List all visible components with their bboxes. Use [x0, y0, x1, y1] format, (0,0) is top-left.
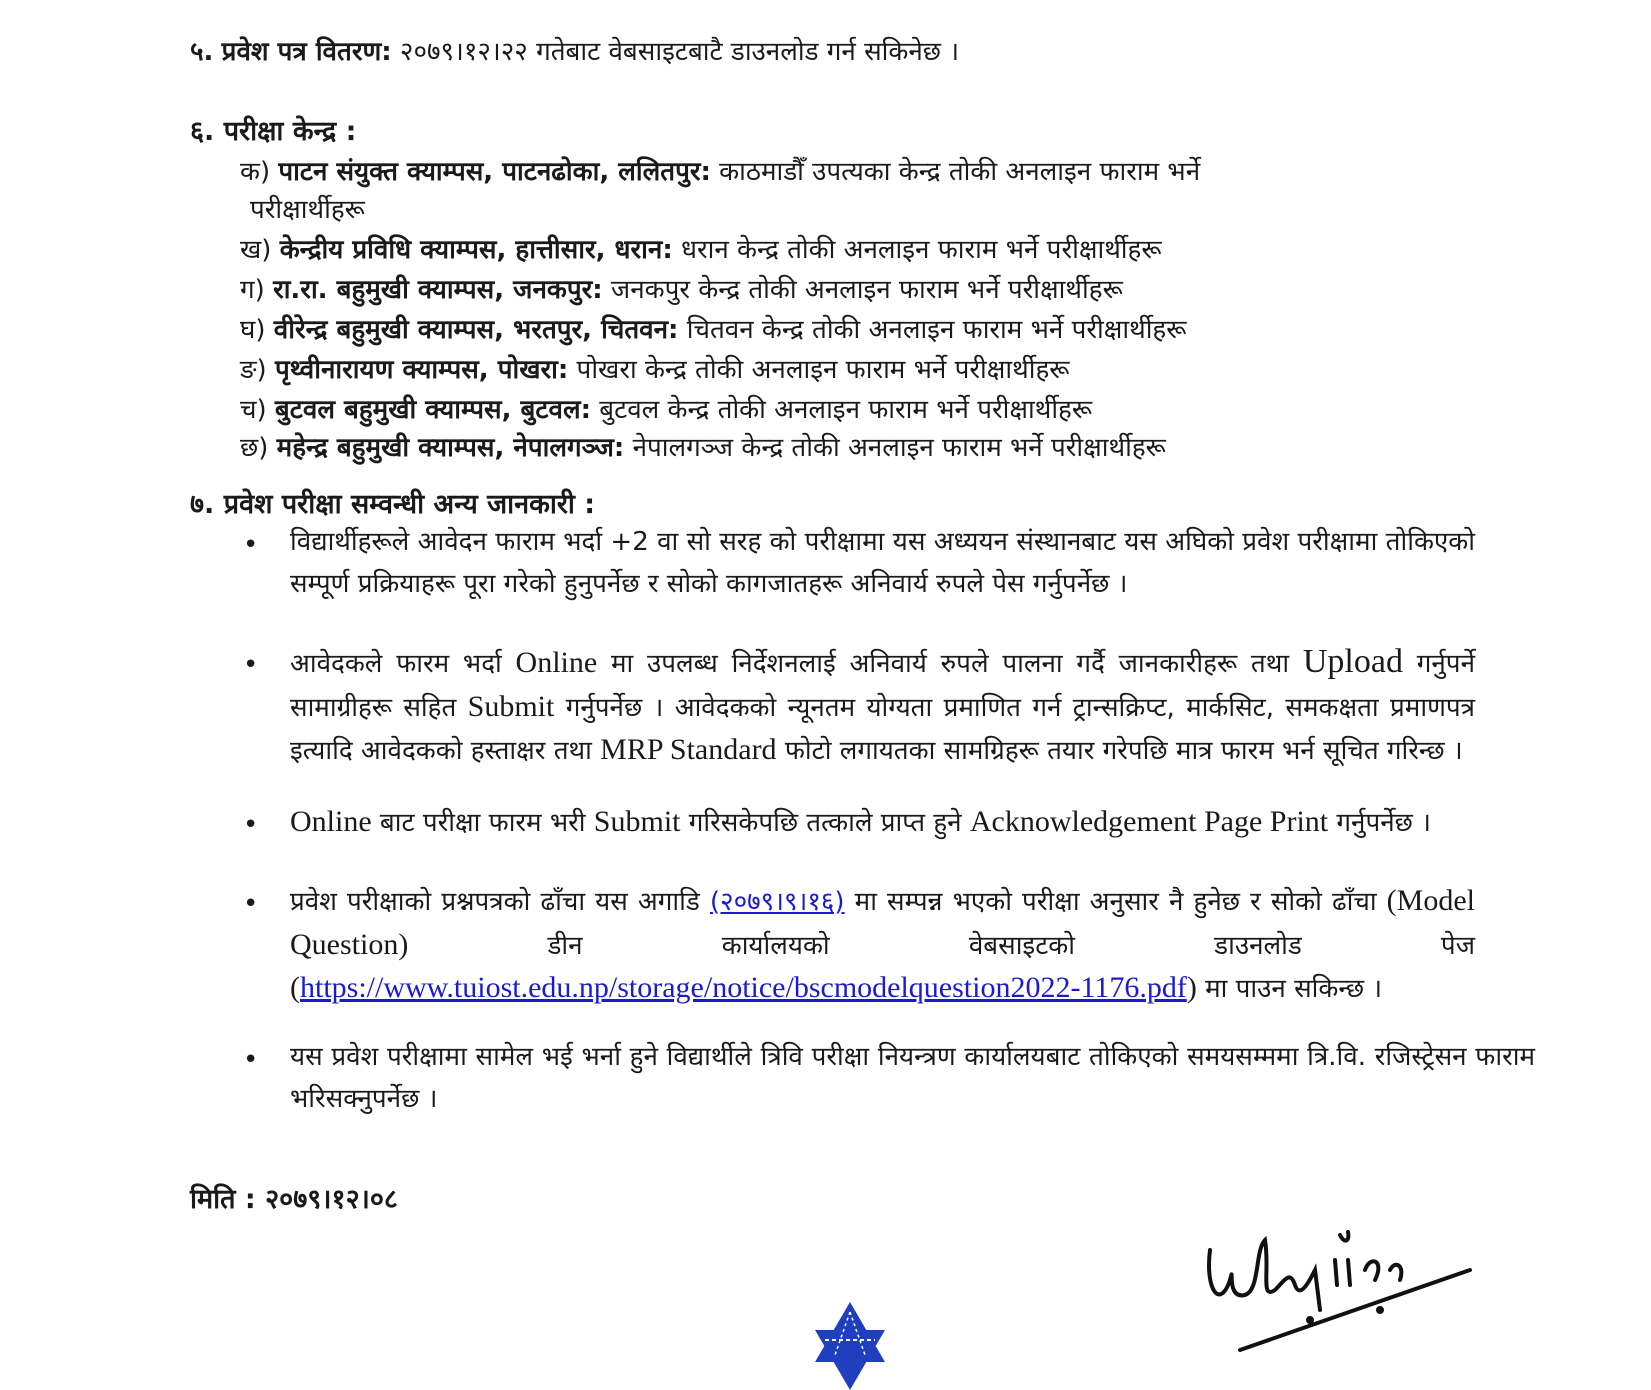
upload-term: Upload	[1302, 643, 1403, 680]
exam-center-name: पृथ्वीनारायण क्याम्पस, पोखरा:	[274, 355, 569, 385]
exam-center-desc: जनकपुर केन्द्र तोकी अनलाइन फाराम भर्ने परीक्षार्थीहरू	[602, 275, 1123, 305]
bullet-text: मा पाउन सकिन्छ ।	[1196, 974, 1383, 1004]
exam-center-desc: पोखरा केन्द्र तोकी अनलाइन फाराम भर्ने परीक्षार्थीहरू	[568, 355, 1070, 385]
bullet-text: गर्नुपर्नेछ ।	[1328, 808, 1432, 838]
exam-center-name: बुटवल बहुमुखी क्याम्पस, बुटवल:	[274, 395, 591, 425]
exam-center-item	[240, 390, 1092, 430]
exam-center-item	[240, 428, 1166, 468]
bullet-text: डीन कार्यालयको वेबसाइटको डाउनलोड पेज	[408, 930, 1475, 961]
section-7-heading	[190, 485, 595, 525]
bullet-text: मा उपलब्ध निर्देशनलाई अनिवार्य रुपले पालना गर्दै जानकारीहरू तथा	[597, 649, 1303, 679]
info-bullet-5	[290, 1037, 1535, 1120]
exam-center-item	[240, 310, 1186, 350]
exam-center-label: च)	[240, 395, 267, 425]
online-term: Online	[515, 646, 598, 679]
previous-exam-date-link[interactable]: (२०७९।९।१६)	[709, 887, 845, 917]
bullet-text: फोटो लगायतका सामग्रिहरू तयार गरेपछि मात्र फारम भर्न सूचित गरिन्छ ।	[776, 736, 1463, 766]
exam-center-item	[240, 152, 1200, 192]
bullet-text: बाट परीक्षा फारम भरी	[371, 808, 594, 838]
exam-center-label: घ)	[240, 315, 266, 345]
bullet-text: प्रवेश परीक्षाको प्रश्नपत्रको ढाँचा यस अगाडि	[290, 887, 710, 917]
bullet-icon: •	[243, 810, 259, 840]
exam-center-item	[240, 230, 1162, 270]
acknowledgement-term: Acknowledgement Page Print	[969, 805, 1329, 838]
bullet-icon: •	[243, 1045, 259, 1075]
exam-center-name: पाटन संयुक्त क्याम्पस, पाटनढोका, ललितपुर:	[278, 157, 711, 187]
section-5	[190, 32, 959, 72]
online-term: Online	[290, 805, 372, 838]
bullet-text: गर्नुपर्ने सामाग्रीहरू सहित	[290, 649, 1476, 723]
exam-center-desc: बुटवल केन्द्र तोकी अनलाइन फाराम भर्ने परीक्षार्थीहरू	[590, 395, 1093, 425]
bullet-text: यस प्रवेश परीक्षामा सामेल भई भर्ना हुने विद्यार्थीले त्रिवि परीक्षा नियन्त्रण कार्यालयबाट तोकिएको समयसम्ममा त्रि.वि. रजिस्ट्रेसन फाराम भरिसक्नुपर्नेछ ।	[290, 1042, 1535, 1114]
exam-center-desc-continuation: परीक्षार्थीहरू	[250, 195, 365, 225]
paren: (	[290, 971, 300, 1004]
model-question-url-link[interactable]: https://www.tuiost.edu.np/storage/notice/bscmodelquestion2022-1176.pdf	[300, 971, 1187, 1004]
bullet-text: गर्नुपर्नेछ । आवेदकको न्यूनतम योग्यता प्रमाणित गर्न ट्रान्सक्रिप्ट, मार्कसिट, समकक्षता प्रमाणपत्र इत्यादि आवेदकको हस्ताक्षर तथा	[290, 692, 1476, 766]
date-label: मिति :	[190, 1184, 256, 1215]
section-5-text: २०७९।१२।२२ गतेबाट वेबसाइटबाटै डाउनलोड गर्न सकिनेछ ।	[391, 37, 960, 67]
exam-center-name: वीरेन्द्र बहुमुखी क्याम्पस, भरतपुर, चितवन:	[273, 315, 679, 345]
exam-center-desc: धरान केन्द्र तोकी अनलाइन फाराम भर्ने परीक्षार्थीहरू	[672, 235, 1162, 265]
submit-term: Submit	[467, 689, 555, 723]
exam-center-label: ङ)	[240, 355, 267, 385]
signature-image	[1200, 1210, 1480, 1360]
exam-center-item	[240, 350, 1069, 390]
exam-center-desc: चितवन केन्द्र तोकी अनलाइन फाराम भर्ने परीक्षार्थीहरू	[678, 315, 1187, 345]
exam-center-item	[240, 270, 1123, 310]
info-bullet-2	[290, 641, 1475, 773]
section-6-title: परीक्षा केन्द्र :	[223, 116, 357, 147]
bullet-text: आवेदकले फारम भर्दा	[290, 649, 516, 679]
bullet-icon: •	[243, 530, 259, 560]
exam-center-label: छ)	[240, 433, 269, 463]
date-value: २०७९।१२।०८	[265, 1184, 398, 1215]
bullet-icon: •	[243, 889, 259, 919]
bullet-text: गरिसकेपछि तत्काले प्राप्त हुने	[680, 808, 970, 838]
exam-center-name: रा.रा. बहुमुखी क्याम्पस, जनकपुर:	[273, 275, 603, 305]
model-question-term: (Model Question)	[290, 884, 1475, 961]
submit-term: Submit	[593, 805, 681, 838]
section-7-title: प्रवेश परीक्षा सम्वन्धी अन्य जानकारी :	[223, 489, 596, 520]
bullet-icon: •	[243, 650, 259, 680]
exam-center-name: महेन्द्र बहुमुखी क्याम्पस, नेपालगञ्ज:	[276, 433, 625, 463]
section-6-heading	[190, 112, 356, 152]
info-bullet-4	[290, 880, 1475, 1011]
info-bullet-3	[290, 801, 1475, 845]
bullet-text: मा सम्पन्न भएको परीक्षा अनुसार नै हुनेछ र सोको ढाँचा	[844, 887, 1387, 917]
section-5-number: ५.	[190, 37, 214, 67]
exam-center-desc: नेपालगञ्ज केन्द्र तोकी अनलाइन फाराम भर्ने परीक्षार्थीहरू	[624, 433, 1166, 463]
section-5-title: प्रवेश पत्र वितरण:	[221, 37, 392, 67]
exam-center-label: ख)	[240, 235, 272, 265]
paren: )	[1186, 971, 1197, 1004]
mrp-standard-term: MRP Standard	[600, 733, 777, 766]
notice-date	[190, 1180, 398, 1220]
section-6-number: ६.	[190, 116, 215, 147]
exam-center-label: ग)	[240, 275, 265, 305]
exam-center-desc: काठमाडौँ उपत्यका केन्द्र तोकी अनलाइन फाराम भर्ने	[710, 157, 1201, 187]
tribhuvan-university-emblem-icon	[775, 1300, 925, 1390]
exam-center-label: क)	[240, 157, 271, 187]
bullet-text: विद्यार्थीहरूले आवेदन फाराम भर्दा +2 वा सो सरह को परीक्षामा यस अध्ययन संस्थानबाट यस अघिको प्रवेश परीक्षामा तोकिएको सम्पूर्ण प्रक्रियाहरू पूरा गरेको हुनुपर्नेछ र सोको कागजातहरू अनिवार्य रुपले पेस गर्नुपर्नेछ ।	[290, 527, 1475, 599]
section-7-number: ७.	[190, 489, 215, 520]
exam-center-name: केन्द्रीय प्रविधि क्याम्पस, हात्तीसार, धरान:	[279, 235, 673, 265]
info-bullet-1	[290, 522, 1475, 605]
